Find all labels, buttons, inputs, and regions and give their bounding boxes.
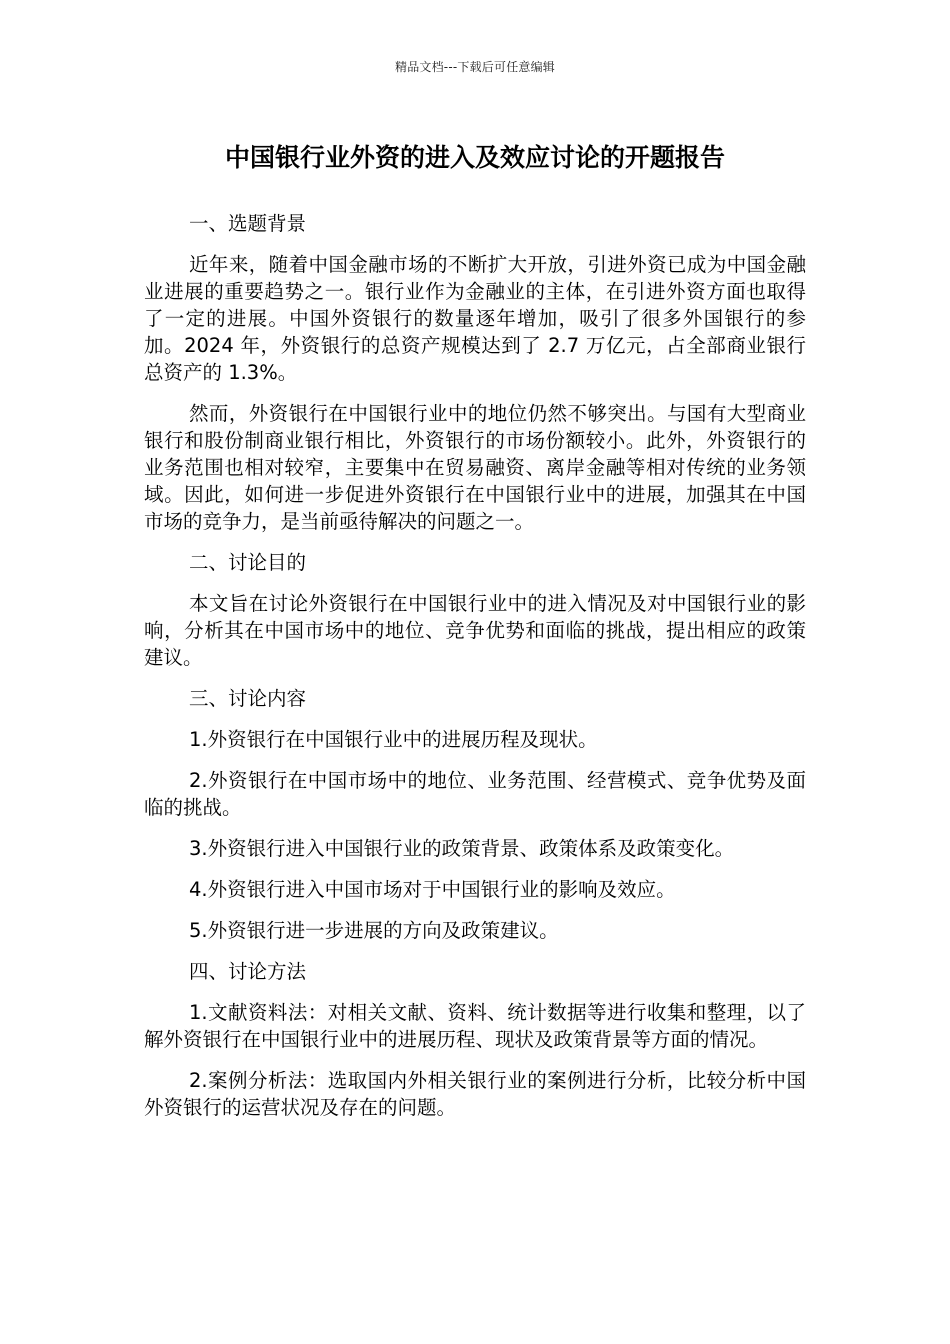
section-heading-purpose: 二、讨论目的 bbox=[189, 551, 307, 574]
content-item-3: 3.外资银行进入中国银行业的政策背景、政策体系及政策变化。 bbox=[189, 837, 735, 860]
section-heading-content: 三、讨论内容 bbox=[189, 687, 307, 710]
paragraph-background-2: 然而，外资银行在中国银行业中的地位仍然不够突出。与国有大型商业银行和股份制商业银行相比，外资银行的市场份额较小。此外，外资银行的业务范围也相对较窄，主要集中在贸易融资、离岸金融等相对传统的业务领域。因此，如何进一步促进外资银行在中国银行业中的进展，加强其在中国市场的竞争力，是当前亟待解决的问题之一。 bbox=[144, 402, 806, 533]
header-note: 精品文档---下载后可任意编辑 bbox=[395, 60, 555, 74]
content-item-2: 2.外资银行在中国市场中的地位、业务范围、经营模式、竞争优势及面临的挑战。 bbox=[144, 769, 806, 819]
paragraph-background-1: 近年来，随着中国金融市场的不断扩大开放，引进外资已成为中国金融业进展的重要趋势之一。银行业作为金融业的主体，在引进外资方面也取得了一定的进展。中国外资银行的数量逐年增加，吸引了很多外国银行的参加。2024 年，外资银行的总资产规模达到了 2.7 万亿元，占全部商业银行总资产的 1.3%。 bbox=[144, 253, 806, 384]
document-body bbox=[144, 210, 806, 1135]
document-title: 中国银行业外资的进入及效应讨论的开题报告 bbox=[224, 143, 725, 172]
paragraph-purpose: 本文旨在讨论外资银行在中国银行业中的进入情况及对中国银行业的影响，分析其在中国市场中的地位、竞争优势和面临的挑战，提出相应的政策建议。 bbox=[144, 592, 806, 669]
method-item-1: 1.文献资料法：对相关文献、资料、统计数据等进行收集和整理，以了解外资银行在中国银行业中的进展历程、现状及政策背景等方面的情况。 bbox=[144, 1001, 806, 1051]
content-item-4: 4.外资银行进入中国市场对于中国银行业的影响及效应。 bbox=[189, 878, 676, 901]
section-heading-methods: 四、讨论方法 bbox=[189, 960, 307, 983]
content-item-5: 5.外资银行进一步进展的方向及政策建议。 bbox=[189, 919, 559, 942]
method-item-2: 2.案例分析法：选取国内外相关银行业的案例进行分析，比较分析中国外资银行的运营状况及存在的问题。 bbox=[144, 1069, 806, 1119]
content-item-1: 1.外资银行在中国银行业中的进展历程及现状。 bbox=[189, 728, 598, 751]
section-heading-background: 一、选题背景 bbox=[189, 212, 307, 235]
